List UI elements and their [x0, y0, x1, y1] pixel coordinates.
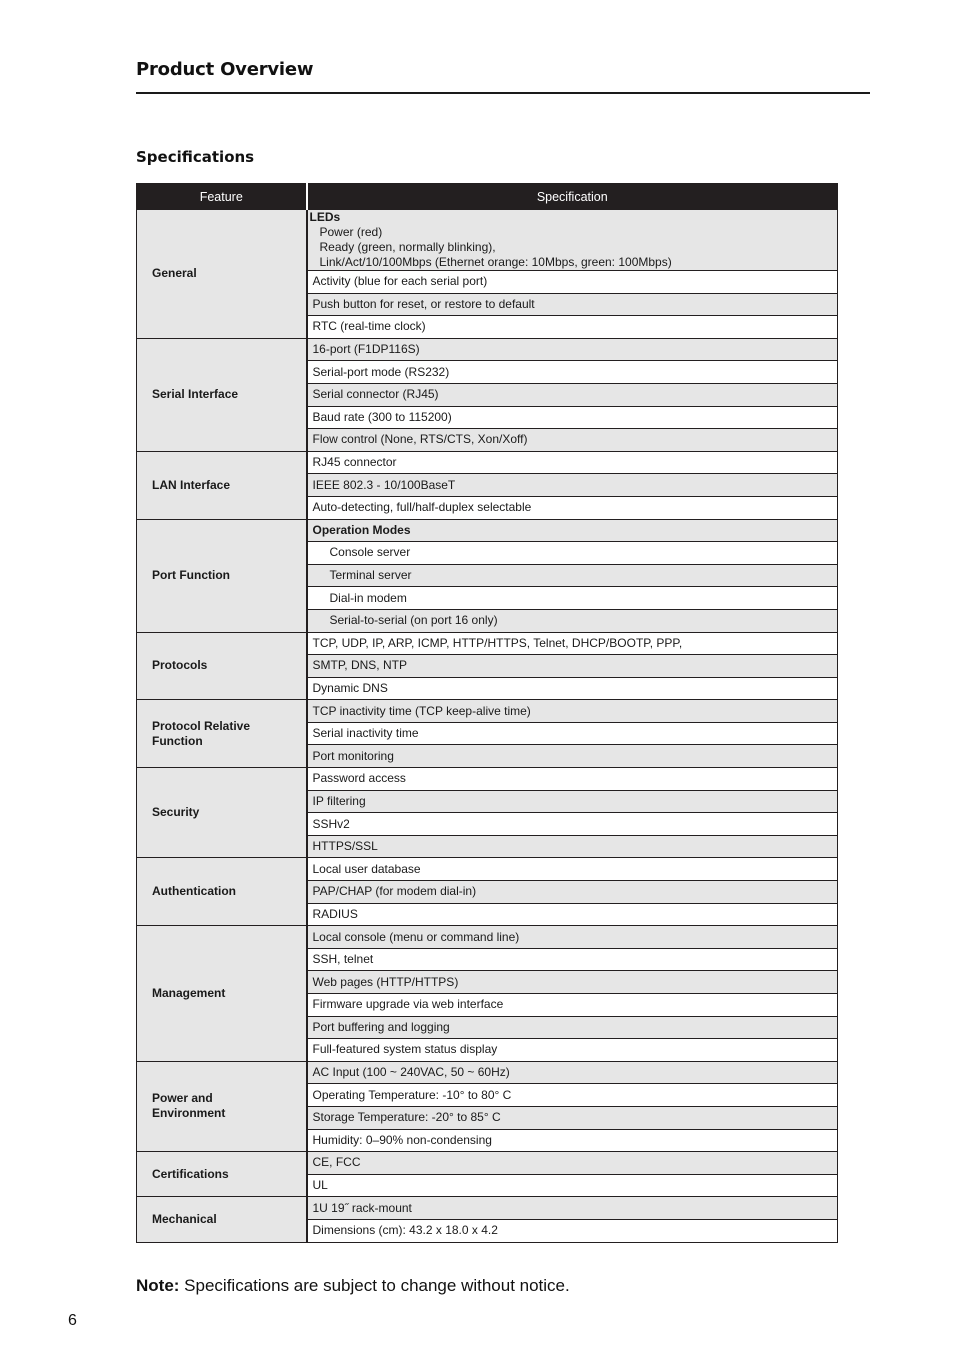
spec-cell: Port monitoring: [307, 745, 838, 768]
table-row: [137, 338, 838, 361]
spec-cell: Full-featured system status display: [307, 1039, 838, 1062]
spec-cell: Terminal server: [307, 564, 838, 587]
spec-cell: CE, FCC: [307, 1152, 838, 1175]
spec-cell: TCP, UDP, IP, ARP, ICMP, HTTP/HTTPS, Telnet, DHCP/BOOTP, PPP,: [307, 632, 838, 655]
spec-cell: Serial inactivity time: [307, 722, 838, 745]
table-row: [137, 926, 838, 949]
table-row: [137, 1061, 838, 1084]
column-header-feature: Feature: [137, 184, 307, 210]
spec-cell: Baud rate (300 to 115200): [307, 406, 838, 429]
spec-cell: Activity (blue for each serial port): [307, 271, 838, 294]
spec-cell-operation-modes: Operation Modes: [307, 519, 838, 542]
spec-cell: Dynamic DNS: [307, 677, 838, 700]
table-row: [137, 210, 838, 271]
table-row: [137, 632, 838, 655]
table-row: [137, 451, 838, 474]
table-row: [137, 700, 838, 723]
spec-cell: PAP/CHAP (for modem dial-in): [307, 881, 838, 904]
spec-cell: RTC (real-time clock): [307, 316, 838, 339]
leds-title: LEDs: [309, 210, 341, 224]
page-number: 6: [68, 1312, 77, 1329]
led-item: Power (red): [319, 225, 383, 239]
spec-cell: Firmware upgrade via web interface: [307, 994, 838, 1017]
table-row: [137, 1197, 838, 1220]
spec-cell: Serial-port mode (RS232): [307, 361, 838, 384]
spec-cell: Dial-in modem: [307, 587, 838, 610]
spec-cell: RADIUS: [307, 903, 838, 926]
column-header-specification: Specification: [307, 184, 838, 210]
specifications-table: [136, 183, 838, 1243]
spec-cell: SSH, telnet: [307, 948, 838, 971]
feature-lan-interface: LAN Interface: [137, 451, 307, 519]
feature-label-line: Power and: [152, 1091, 213, 1106]
spec-cell: IEEE 802.3 - 10/100BaseT: [307, 474, 838, 497]
spec-cell: Password access: [307, 768, 838, 791]
feature-label-line: Environment: [152, 1106, 226, 1121]
spec-cell: 16-port (F1DP116S): [307, 338, 838, 361]
feature-serial-interface: Serial Interface: [137, 338, 307, 451]
feature-mechanical: Mechanical: [137, 1197, 307, 1242]
feature-authentication: Authentication: [137, 858, 307, 926]
section-title: Specifications: [136, 148, 255, 166]
footnote: [136, 1276, 570, 1296]
spec-cell: Storage Temperature: -20° to 85° C: [307, 1106, 838, 1129]
spec-cell: Port buffering and logging: [307, 1016, 838, 1039]
spec-cell: 1U 19˝ rack-mount: [307, 1197, 838, 1220]
spec-cell: RJ45 connector: [307, 451, 838, 474]
spec-cell: Serial-to-serial (on port 16 only): [307, 609, 838, 632]
feature-management: Management: [137, 926, 307, 1062]
feature-label-line: Function: [152, 733, 203, 748]
spec-cell: AC Input (100 ~ 240VAC, 50 ~ 60Hz): [307, 1061, 838, 1084]
spec-cell: Serial connector (RJ45): [307, 383, 838, 406]
spec-cell: Local console (menu or command line): [307, 926, 838, 949]
spec-cell: HTTPS/SSL: [307, 835, 838, 858]
header-divider: [136, 92, 870, 94]
led-item: Ready (green, normally blinking),: [319, 240, 496, 254]
spec-cell: Flow control (None, RTS/CTS, Xon/Xoff): [307, 429, 838, 452]
spec-cell: TCP inactivity time (TCP keep-alive time): [307, 700, 838, 723]
spec-cell: Humidity: 0–90% non-condensing: [307, 1129, 838, 1152]
spec-cell: Auto-detecting, full/half-duplex selectable: [307, 496, 838, 519]
note-text: Specifications are subject to change without notice.: [179, 1276, 570, 1295]
spec-leds: [307, 210, 838, 271]
spec-cell: Local user database: [307, 858, 838, 881]
spec-cell: Push button for reset, or restore to default: [307, 293, 838, 316]
table-header-row: [137, 184, 838, 210]
spec-cell: IP filtering: [307, 790, 838, 813]
spec-cell: SSHv2: [307, 813, 838, 836]
spec-cell: Dimensions (cm): 43.2 x 18.0 x 4.2: [307, 1219, 838, 1242]
table-row: [137, 768, 838, 791]
feature-general: General: [137, 210, 307, 339]
spec-cell: UL: [307, 1174, 838, 1197]
table-row: [137, 858, 838, 881]
spec-cell: Console server: [307, 542, 838, 565]
feature-certifications: Certifications: [137, 1152, 307, 1197]
note-label: Note:: [136, 1276, 180, 1295]
spec-cell: SMTP, DNS, NTP: [307, 655, 838, 678]
spec-cell: Operating Temperature: -10° to 80° C: [307, 1084, 838, 1107]
spec-cell: Web pages (HTTP/HTTPS): [307, 971, 838, 994]
feature-protocols: Protocols: [137, 632, 307, 700]
feature-label-line: Protocol Relative: [152, 718, 251, 733]
table-row: [137, 1152, 838, 1175]
table-row: [137, 519, 838, 542]
feature-power-environment: [137, 1061, 307, 1151]
feature-security: Security: [137, 768, 307, 858]
page-header-title: Product Overview: [136, 59, 314, 80]
led-item: Link/Act/10/100Mbps (Ethernet orange: 10Mbps, green: 100Mbps): [319, 255, 672, 269]
feature-protocol-relative-function: [137, 700, 307, 768]
feature-port-function: Port Function: [137, 519, 307, 632]
